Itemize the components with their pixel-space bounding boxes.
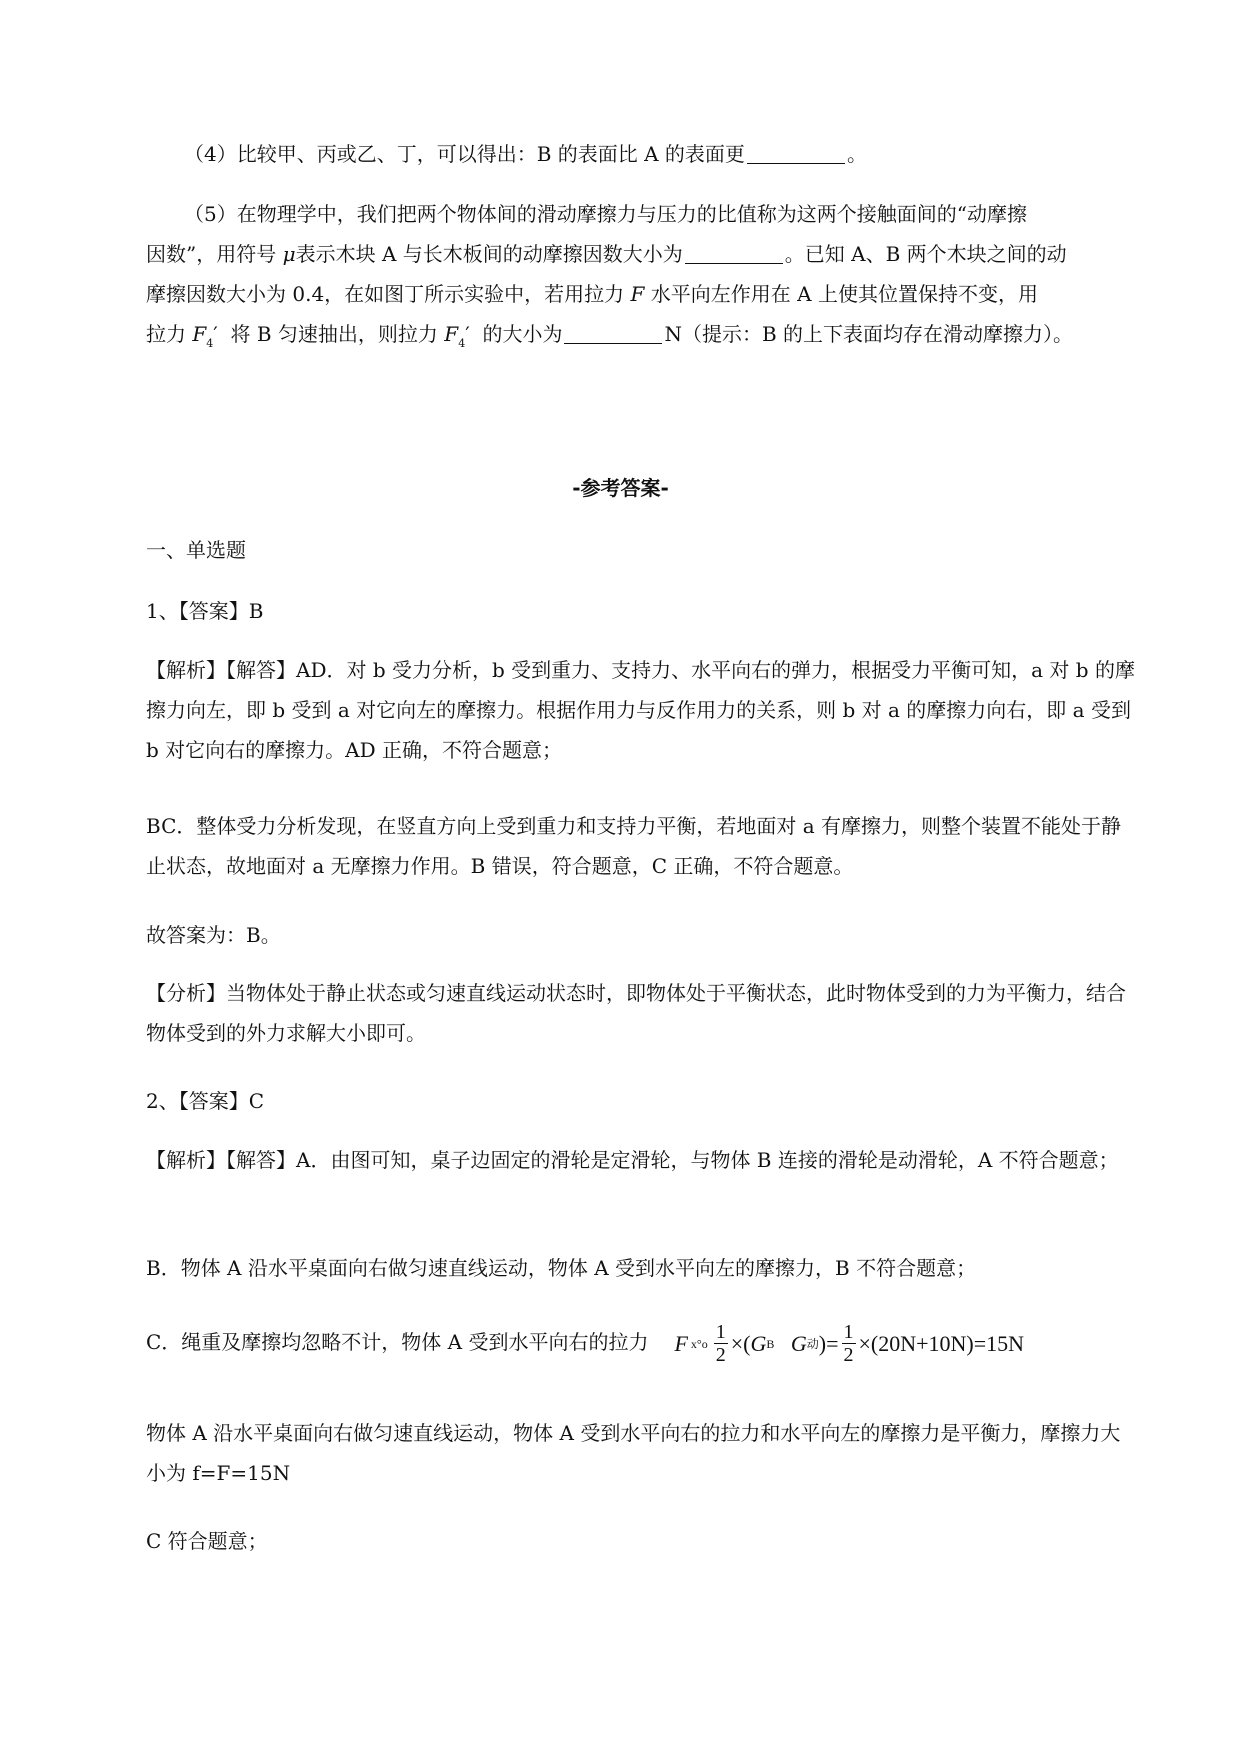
question-4	[146, 134, 1136, 174]
formula-times: ×(	[730, 1330, 751, 1356]
formula-F: F	[674, 1330, 688, 1356]
formula-G2: G	[790, 1330, 807, 1356]
q5-text: 拉力	[146, 322, 186, 346]
answer-1-explanation: 【解析】【解答】AD．对 b 受力分析，b 受到重力、支持力、水平向右的弹力，根据受力平衡可知，a 对 b 的摩擦力向左，即 b 受到 a 对它向左的摩擦力。根据作用力与反作用力的关系，则 b 对 a 的摩擦力向右，即 a 受到 b 对它向右的摩擦力。AD 正确，不符合题意；	[146, 658, 1135, 762]
force-F4: F	[444, 322, 459, 346]
q5-text: 水平向左作用在 A 上使其位置保持不变，用	[650, 282, 1038, 306]
q4-text: （4）比较甲、丙或乙、丁，可以得出：B 的表面比 A 的表面更	[184, 142, 745, 166]
force-F4-sub: 4	[206, 337, 214, 350]
formula-equals: )=	[818, 1330, 839, 1356]
answer-2-c-conclusion: C 符合题意；	[146, 1529, 268, 1553]
mu-symbol: μ	[282, 242, 296, 266]
answer-heading: -参考答案-	[572, 476, 669, 500]
q5-text: 的大小为	[482, 322, 563, 346]
formula-garbled-symbol: x°o	[690, 1336, 708, 1351]
q5-text: N（提示：B 的上下表面均存在滑动摩擦力）。	[664, 322, 1074, 346]
section-title: 一、单选题	[146, 538, 246, 562]
fraction-half	[714, 1321, 728, 1366]
answer-2-a: 【解析】【解答】A．由图可知，桌子边固定的滑轮是定滑轮，与物体 B 连接的滑轮是动滑轮，A 不符合题意；	[146, 1148, 1119, 1172]
fraction-numerator: 1	[715, 1321, 726, 1343]
answer-2-c-detail: 物体 A 沿水平桌面向右做匀速直线运动，物体 A 受到水平向右的拉力和水平向左的摩擦力是平衡力，摩擦力大小为 f=F=15N	[146, 1421, 1121, 1485]
force-F4: F	[192, 322, 207, 346]
formula-G-sub: B	[766, 1336, 775, 1351]
prime-mark: ′	[213, 322, 218, 346]
formula-G2-sub: 动	[806, 1336, 819, 1351]
answer-2-c-text: C．绳重及摩擦均忽略不计，物体 A 受到水平向右的拉力	[146, 1330, 649, 1354]
q5-line1: （5）在物理学中，我们把两个物体间的滑动摩擦力与压力的比值称为这两个接触面间的“动摩擦	[184, 202, 1027, 226]
answer-2-b: B．物体 A 沿水平桌面向右做匀速直线运动，物体 A 受到水平向左的摩擦力，B 不符合题意；	[146, 1256, 977, 1280]
q5-text: 将 B 匀速抽出，则拉力	[230, 322, 438, 346]
q5-text: 摩擦因数大小为 0.4，在如图丁所示实验中，若用拉力	[146, 282, 625, 306]
q5-blank-force	[564, 323, 662, 344]
pull-force-formula	[674, 1314, 1024, 1374]
fraction-denominator: 2	[715, 1344, 726, 1366]
answer-1-bc: BC．整体受力分析发现，在竖直方向上受到重力和支持力平衡，若地面对 a 有摩擦力，则整个装置不能处于静止状态，故地面对 a 无摩擦力作用。B 错误，符合题意，C 正确，不符合题意。	[146, 814, 1122, 878]
q5-blank-mu	[685, 243, 783, 264]
force-F: F	[630, 282, 645, 306]
q5-text: 。已知 A、B 两个木块之间的动	[784, 242, 1067, 266]
formula-G: G	[750, 1330, 767, 1356]
fraction-half-2	[842, 1321, 856, 1366]
answer-1-conclusion: 故答案为：B。	[146, 923, 281, 947]
q5-text: 表示木块 A 与长木板间的动摩擦因数大小为	[295, 242, 683, 266]
q4-text-end: 。	[846, 142, 867, 166]
fraction-denominator: 2	[843, 1344, 854, 1366]
answer-1-title: 1、【答案】B	[146, 599, 264, 623]
answer-2-title: 2、【答案】C	[146, 1089, 265, 1113]
force-F4-sub: 4	[458, 337, 466, 350]
question-5	[146, 194, 1136, 364]
prime-mark: ′	[465, 322, 470, 346]
q5-text: 因数”，用符号	[146, 242, 277, 266]
q4-blank	[747, 143, 845, 164]
answer-2-c	[146, 1312, 1136, 1374]
formula-tail: ×(20N+10N)=15N	[858, 1330, 1025, 1356]
answer-1-analysis: 【分析】当物体处于静止状态或匀速直线运动状态时，即物体处于平衡状态，此时物体受到的力为平衡力，结合物体受到的外力求解大小即可。	[146, 981, 1126, 1045]
fraction-numerator: 1	[843, 1321, 854, 1343]
